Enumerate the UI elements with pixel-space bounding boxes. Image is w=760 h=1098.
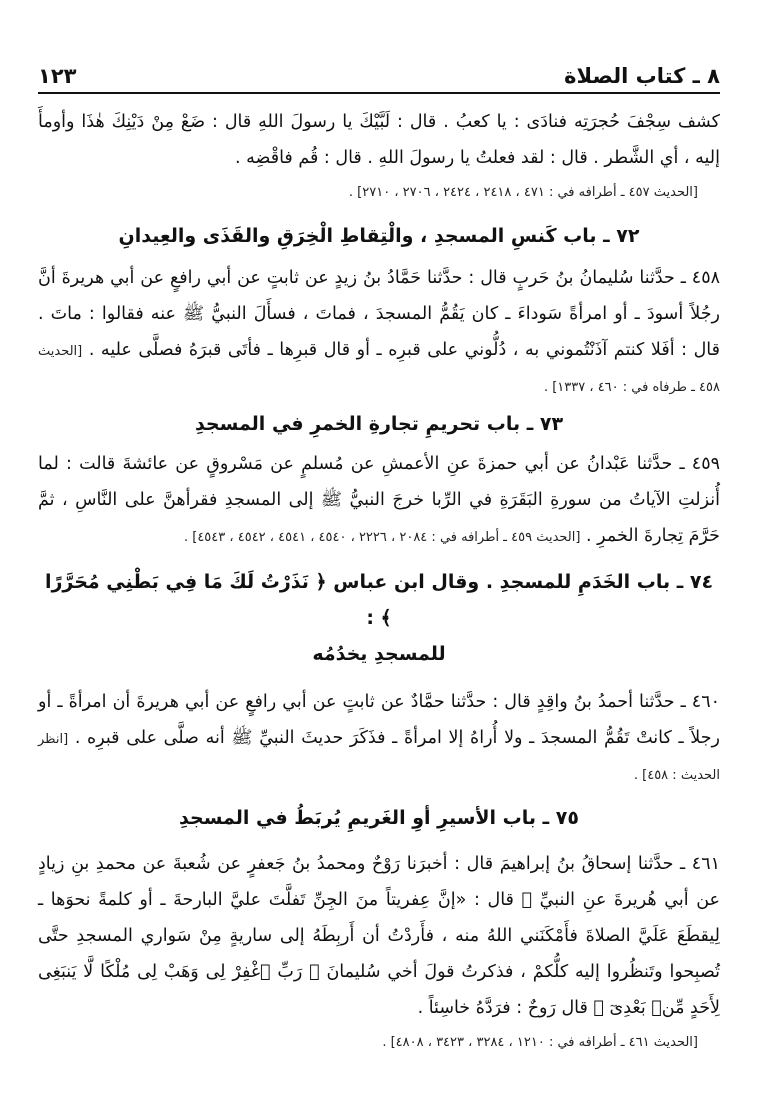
hadith-459 bbox=[38, 446, 720, 554]
hadith-460-text: ٤٦٠ ـ حدَّثنا أحمدُ بنُ واقِدٍ قال : حدَّثنا حمَّادٌ عن ثابتٍ عن أبي رافعٍ عن أبي هريرةَ أن امرأةً ـ أو رجلاً ـ كانتْ تَقُمُّ المسجدَ ـ ولا أُراهُ إلا امرأةً ـ فذَكَرَ حديثَ النبيِّ ﷺ أنه صلَّى على قبرِه . bbox=[38, 692, 720, 748]
hadith-459-references: [الحديث ٤٥٩ ـ أطرافه في : ٢٠٨٤ ، ٢٢٢٦ ، ٤٥٤٠ ، ٤٥٤١ ، ٤٥٤٢ ، ٤٥٤٣] . bbox=[183, 530, 581, 545]
chapter-heading-74: ٧٤ ـ باب الخَدَمِ للمسجدِ . وقال ابن عباس ﴿ نَذَرْتُ لَكَ مَا فِي بَطْنِي مُحَرَّرًا ﴾ : bbox=[44, 571, 714, 629]
hadith-461-text: ٤٦١ ـ حدَّثنا إسحاقُ بنُ إبراهيمَ قال : أخبرَنا رَوْحٌ ومحمدُ بنُ جَعفرٍ عن شُعبةَ عن محمدِ بنِ زيادٍ عن أبي هُريرةَ عنِ النبيِّ ﷺ قال : «إنَّ عِفريتاً منَ الجِنِّ تَفلَّتَ عليَّ البارحةَ ـ أو كلمةً نحوَها ـ لِيقطَعَ عَلَيَّ الصلاةَ فأَمْكَنَني اللهُ منه ، فأَردْتُ أن أَربِطَهُ إلى ساريةٍ مِنْ سَواري المسجدِ حتَّى تُصبِحوا وتَنظُروا إليه كلُّكمْ ، فذكرتُ قولَ أخي سُليمانَ ﴿ رَبِّ ٱغْفِرْ لِى وَهَبْ لِى مُلْكًا لَّا يَنبَغِى لِأَحَدٍ مِّنۢ بَعْدِىٓ ﴾ قال رَوحٌ : فرَدَّهُ خاسِئاً . bbox=[38, 854, 720, 1018]
chapter-heading-73: ٧٣ ـ باب تحريمِ تجارةِ الخمرِ في المسجدِ bbox=[194, 413, 564, 435]
hadith-460 bbox=[38, 684, 720, 792]
hadith-457-references: [الحديث ٤٥٧ ـ أطرافه في : ٤٧١ ، ٢٤١٨ ، ٢٤٢٤ ، ٢٧٠٦ ، ٢٧١٠] . bbox=[348, 185, 698, 200]
intro-paragraph: كشف سِجْفَ حُجرَتِه فنادَى : يا كعبُ . قال : لَبَّيْكَ يا رسولَ اللهِ قال : ضَعْ مِنْ دَيْنِكَ هٰذَا وأومأَ إليه ، أي الشَّطر . قال : لقد فعلتُ يا رسولَ اللهِ . قال : قُم فاقْضِه . bbox=[38, 112, 720, 168]
hadith-459-text: ٤٥٩ ـ حدَّثنا عَبْدانُ عن أبي حمزةَ عنِ الأعمشِ عن مُسلمٍ عن مَسْروقٍ عن عائشةَ قالت : لما أُنزلتِ الآياتُ من سورةِ البَقَرَةِ في الرِّبا خرجَ النبيُّ ﷺ إلى المسجدِ فقرأهنَّ على النَّاسِ ، ثمَّ حَرَّمَ تِجارةَ الخمرِ . bbox=[38, 454, 720, 546]
chapter-heading-72: ٧٢ ـ باب كَنسِ المسجدِ ، والْتِقاطِ الْخِرَقِ والقَذَى والعِيدانِ bbox=[118, 225, 640, 247]
chapter-heading-75: ٧٥ ـ باب الأسيرِ أوِ الغَريمِ يُربَطُ في المسجدِ bbox=[179, 807, 579, 829]
hadith-458-references: [الحديث ٤٥٨ ـ طرفاه في : ٤٦٠ ، ١٣٣٧] . bbox=[38, 344, 720, 395]
hadith-461-references: [الحديث ٤٦١ ـ أطرافه في : ١٢١٠ ، ٣٢٨٤ ، ٣٤٢٣ ، ٤٨٠٨] . bbox=[382, 1035, 698, 1050]
hadith-458 bbox=[38, 260, 720, 404]
hadith-458-text: ٤٥٨ ـ حدَّثنا سُليمانُ بنُ حَربٍ قال : حدَّثنا حَمَّادُ بنُ زيدٍ عن ثابتٍ عن أبي رافعٍ عن أبي هريرةَ أنَّ رجُلاً أسودَ ـ أو امرأةً سَوداءَ ـ كان يَقُمُّ المسجدَ ، فماتَ ، فسأَلَ النبيُّ ﷺ عنه فقالوا : ماتَ . قال : أفَلا كنتم آذَنْتُموني به ، دُلُّوني على قبرِه ـ أو قال قبرِها ـ فأتَى قبرَهُ فصلَّى عليه . bbox=[38, 268, 720, 360]
hadith-460-references: [انظر الحديث : ٤٥٨] . bbox=[38, 732, 720, 783]
page-number: ١٢٣ bbox=[38, 64, 77, 88]
page-body bbox=[38, 104, 720, 1068]
chapter-heading-74-continued: للمسجدِ يخدُمُه bbox=[312, 643, 446, 665]
page-header bbox=[38, 58, 720, 94]
chapter-title: ٨ ـ كتاب الصلاة bbox=[564, 64, 720, 88]
